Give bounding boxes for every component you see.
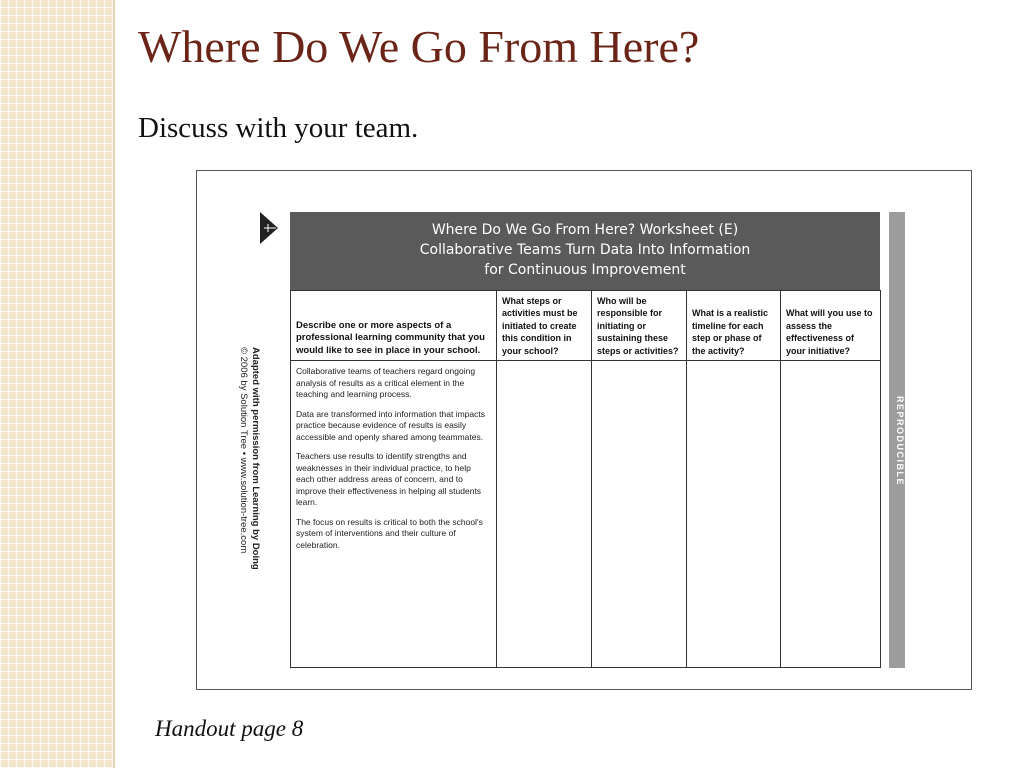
empty-cell	[497, 361, 592, 668]
worksheet-image	[196, 170, 972, 690]
credit-line-1: Adapted with permission from Learning by Doing	[250, 347, 261, 570]
table-row	[291, 361, 881, 668]
worksheet-header	[290, 212, 880, 290]
description-cell	[291, 361, 497, 668]
worksheet-header-line-2: Collaborative Teams Turn Data Into Information	[419, 242, 751, 258]
cell-paragraph: Data are transformed into information that impacts practice because evidence of results is easily accessible and openly shared among teammates.	[296, 408, 485, 442]
worksheet-header-line-1: Where Do We Go From Here? Worksheet (E)	[431, 222, 739, 238]
column-header: What steps or activities must be initiated to create this condition in your school?	[497, 291, 592, 361]
reproducible-sidebar	[889, 212, 905, 668]
worksheet-table	[290, 290, 881, 668]
slide-title: Where Do We Go From Here?	[138, 21, 700, 72]
arrow-right-icon	[260, 212, 278, 244]
column-header: Who will be responsible for initiating or sustaining these steps or activities?	[592, 291, 687, 361]
decorative-side-pattern	[0, 0, 113, 768]
handout-reference: Handout page 8	[155, 716, 304, 741]
side-divider	[113, 0, 115, 768]
reproducible-label: REPRODUCIBLE	[895, 396, 905, 487]
worksheet-header-line-3: for Continuous Improvement	[484, 262, 686, 278]
cell-paragraph: The focus on results is critical to both the school's system of interventions and their culture of celebration.	[296, 516, 483, 550]
empty-cell	[592, 361, 687, 668]
column-header: What will you use to assess the effectiveness of your initiative?	[781, 291, 881, 361]
cell-paragraph: Teachers use results to identify strengths and weaknesses in their individual practice, to help each other address areas of concern, and to improve their effectiveness in helping all students learn.	[296, 451, 482, 507]
empty-cell	[687, 361, 781, 668]
column-header: Describe one or more aspects of a professional learning community that you would like to see in place in your school.	[291, 291, 497, 361]
copyright-credit	[237, 347, 261, 570]
table-header-row	[291, 291, 881, 361]
credit-line-2: © 2006 by Solution Tree • www.solution-tree.com	[238, 347, 249, 554]
slide-subtitle: Discuss with your team.	[138, 112, 419, 144]
cell-paragraph: Collaborative teams of teachers regard ongoing analysis of results as a critical element in the teaching and learning process.	[296, 366, 476, 399]
empty-cell	[781, 361, 881, 668]
column-header: What is a realistic timeline for each step or phase of the activity?	[687, 291, 781, 361]
